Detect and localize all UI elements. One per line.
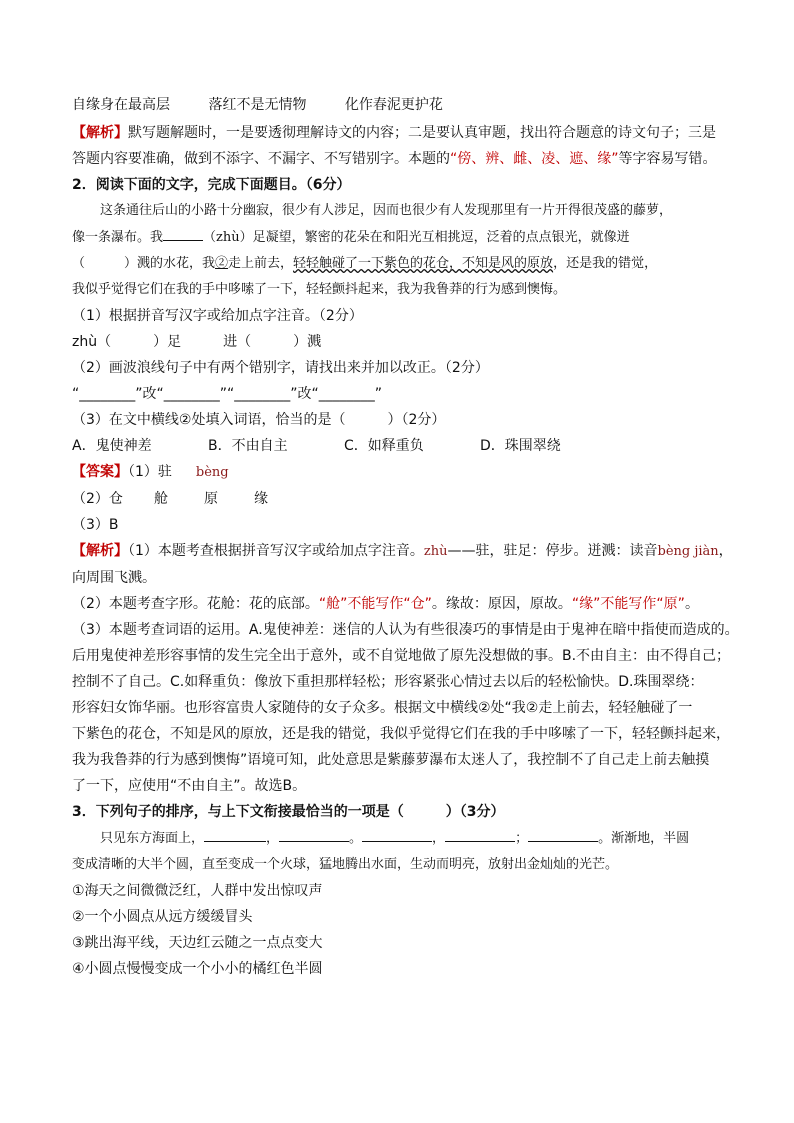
q3-passage-text: 只见东方海面上， xyxy=(100,831,205,846)
option-a: A．鬼使神差 xyxy=(72,438,152,454)
q3-blank xyxy=(204,825,266,842)
analysis-2-red-note: “舱”不能写作“仓” xyxy=(318,596,432,612)
q3-item: ④小圆点慢慢变成一个小小的橘红色半圆 xyxy=(72,961,323,977)
poem-answer-line xyxy=(72,92,724,118)
analysis-1-text: 默写题解题时，一是要透彻理解诗文的内容；二是要认真审题，找出符合题意的诗文句子；三是 xyxy=(128,125,716,141)
analysis-1-line-2 xyxy=(72,146,724,172)
q2-passage-text: （zhù）足凝望，繁密的花朵在和阳光互相挑逗，泛着的点点银光，就像迸 xyxy=(203,230,630,245)
q3-passage-text: 。渐渐地，半圆 xyxy=(598,831,690,846)
analysis-2-text: ——驻，驻足：停步。迸溅：读音 xyxy=(447,543,658,559)
analysis-2-pinyin: bèng jiàn xyxy=(657,544,719,559)
q2-sub-question-2: （2）画波浪线句子中有两个错别字，请找出来并加以改正。（2分） xyxy=(72,360,489,376)
analysis-2-line-2: 向周围飞溅。 xyxy=(72,570,156,586)
answer-line-1 xyxy=(72,459,724,486)
answer-2-item: 舱 xyxy=(154,491,168,507)
question-2-heading: 2．阅读下面的文字，完成下面题目。（6分） xyxy=(72,177,351,193)
q3-passage-line-1: 只见东方海面上， ， 。 ， ； 。渐渐地，半圆 xyxy=(72,825,724,852)
analysis-tag: 【解析】 xyxy=(72,543,128,559)
option-c: C．如释重负 xyxy=(344,438,424,454)
analysis-2-p3-line: 了一下，应使用“不由自主”。故选B。 xyxy=(72,778,307,794)
option-d: D．珠围翠绕 xyxy=(480,438,561,454)
q2-sub-1-answer-line: zhù（ ）足 进（ ）溅 xyxy=(72,334,322,350)
analysis-2-text: （2）本题考查字形。花舱：花的底部。 xyxy=(72,596,319,612)
analysis-1-text: 答题内容要准确，做到不添字、不漏字、不写错别字。本题的 xyxy=(72,151,450,167)
poem-line-2: 落红不是无情物 xyxy=(208,97,307,113)
poem-line-1: 自缘身在最高层 xyxy=(72,97,170,113)
analysis-1-text: 等字容易写错。 xyxy=(618,151,717,167)
q2-passage-line-4: 我似乎觉得它们在我的手中哆嗦了一下，轻轻颤抖起来，我为我鲁莽的行为感到懊悔。 xyxy=(72,282,567,297)
analysis-1-quoted: “傍、辨、雌、凌、遮、缘” xyxy=(450,151,619,167)
q3-passage-line-2: 变成清晰的大半个圆，直至变成一个火球，猛地腾出水面，生动而明亮，放射出金灿灿的光芒。 xyxy=(72,857,619,872)
analysis-tag: 【解析】 xyxy=(72,125,128,141)
q2-passage-line-2 xyxy=(72,224,724,251)
analysis-2-text: ， xyxy=(718,543,733,559)
q2-blank-2-marker: ② xyxy=(215,256,229,271)
analysis-2-pinyin: zhù xyxy=(423,544,448,559)
q3-item: ②一个小圆点从远方缓缓冒头 xyxy=(72,909,253,925)
analysis-2-p3-line: （3）本题考查词语的运用。A.鬼使神差：迷信的人认为有些很凑巧的事情是由于鬼神在暗中指使而造成的。 xyxy=(72,622,739,638)
q3-item: ①海天之间微微泛红，人群中发出惊叹声 xyxy=(72,883,323,899)
analysis-2-p3-line: 下紫色的花仓，不知是风的原放，还是我的错觉，我似乎觉得它们在我的手中哆嗦了一下，轻轻颤抖起来， xyxy=(72,726,730,742)
q2-passage-text: ，还是我的错觉， xyxy=(553,256,658,271)
option-b: B．不由自主 xyxy=(208,438,288,454)
q2-sub-2-answer-line: “________”改“________”“________”改“________” xyxy=(72,386,383,402)
answer-2-item: （2）仓 xyxy=(72,491,123,507)
answer-tag: 【答案】 xyxy=(72,464,128,480)
analysis-2-text: （1）本题考查根据拼音写汉字或给加点字注音。 xyxy=(128,543,424,559)
q3-blank xyxy=(528,825,598,842)
analysis-2-text: 。 xyxy=(684,596,699,612)
answer-2-item: 缘 xyxy=(254,491,268,507)
q2-options xyxy=(72,433,724,459)
analysis-2-red-note: “缘”不能写作“原” xyxy=(571,596,685,612)
q2-passage-line-1: 这条通往后山的小路十分幽寂，很少有人涉足，因而也很少有人发现那里有一片开得很茂盛的藤萝， xyxy=(100,203,673,218)
answer-line-3: （3）B xyxy=(72,517,119,533)
q2-sub-question-1: （1）根据拼音写汉字或给加点字注音。（2分） xyxy=(72,308,363,324)
q2-passage-text: 走上前去， xyxy=(228,256,294,271)
q2-passage-text: （ ）溅的水花，我 xyxy=(72,256,216,271)
poem-line-3: 化作春泥更护花 xyxy=(344,97,443,113)
q3-blank xyxy=(362,825,432,842)
document-page xyxy=(72,92,739,982)
question-3-heading: 3．下列句子的排序，与上下文衔接最恰当的一项是（ ）（3分） xyxy=(72,804,505,820)
analysis-2-line-1 xyxy=(72,538,733,565)
q2-passage-line-3 xyxy=(72,251,724,277)
answer-1-label: （1）驻 xyxy=(128,464,172,480)
analysis-1-line-1 xyxy=(72,120,724,146)
q2-blank-1 xyxy=(163,224,203,241)
q3-item: ③跳出海平线，天边红云随之一点点变大 xyxy=(72,935,323,951)
q3-blank xyxy=(445,825,515,842)
answer-2-item: 原 xyxy=(204,491,218,507)
q2-passage-text: 像一条瀑布。我 xyxy=(72,230,164,245)
analysis-2-p3-line: 我为我鲁莽的行为感到懊悔”语境可知，此处意思是紫藤萝瀑布太迷人了，我控制不了自己走上前去触摸 xyxy=(72,752,710,768)
answer-1-pinyin: bèng xyxy=(195,465,229,480)
analysis-2-p3-line: 后用鬼使神差形容事情的发生完全出于意外，或不自觉地做了原先没想做的事。B.不由自主：由不得自己； xyxy=(72,648,731,664)
q2-sub-question-3: （3）在文中横线②处填入词语，恰当的是（ ）（2分） xyxy=(72,412,446,428)
analysis-2-p3-line: 形容妇女饰华丽。也形容富贵人家随侍的女子众多。根据文中横线②处“我②走上前去，轻轻触碰了一 xyxy=(72,700,693,716)
analysis-2-line-3 xyxy=(72,591,724,617)
q3-blank xyxy=(279,825,349,842)
answer-line-2 xyxy=(72,486,724,512)
q2-wavy-sentence: 轻轻触碰了一下紫色的花仓，不知是风的原放 xyxy=(293,256,554,271)
analysis-2-text: 。缘故：原因，原故。 xyxy=(431,596,572,612)
analysis-2-p3-line: 控制不了自己。C.如释重负：像放下重担那样轻松；形容紧张心情过去以后的轻松愉快。D.珠围翠绕： xyxy=(72,674,704,690)
